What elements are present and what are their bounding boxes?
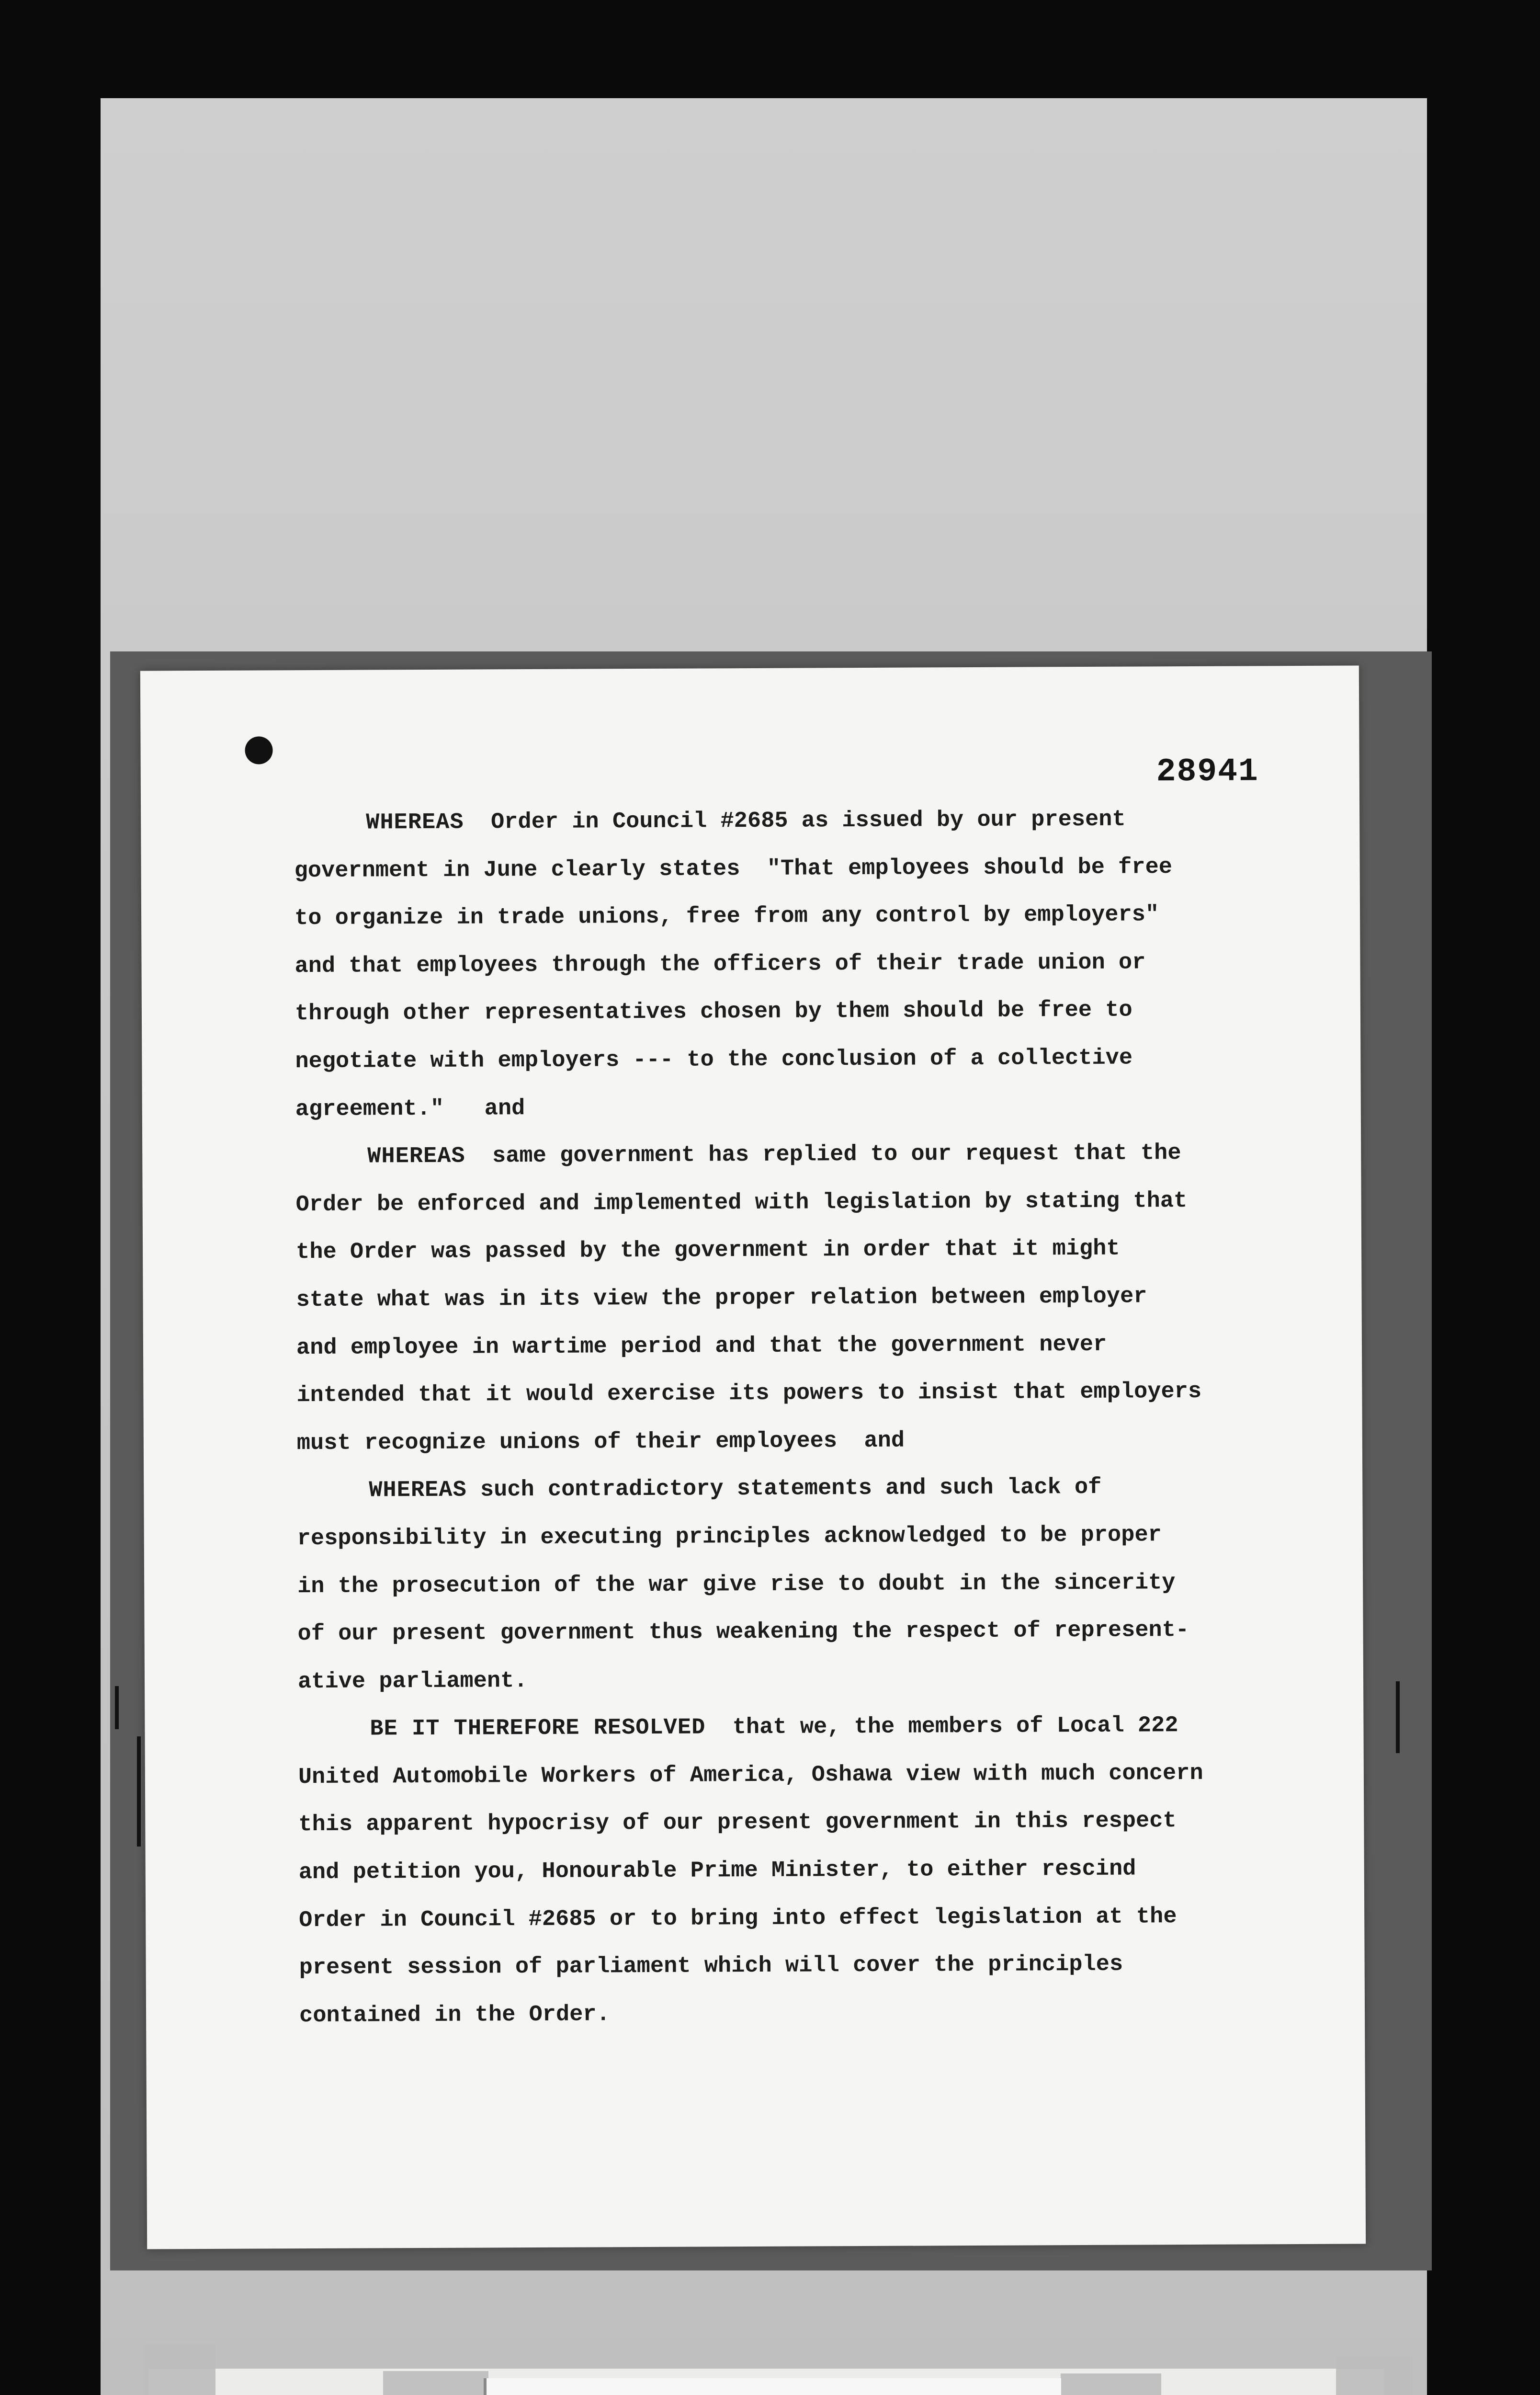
letter-line: of our present government thus weakening the respect of represent- [297,1618,1189,1647]
letter-line: Order in Council #2685 or to bring into effect legislation at the [299,1904,1177,1933]
tape-strip [1061,2373,1161,2395]
clause-keyword: WHEREAS [367,1143,465,1170]
letter-line [295,1129,1301,1181]
letter-line: intended that it would exercise its powers to insist that employers [296,1379,1202,1409]
letter-line [297,1463,1302,1515]
letter-line: present session of parliament which will cover the principles [299,1951,1123,1981]
film-mark [115,1686,119,1729]
letter-line: ative parliament. [297,1668,528,1695]
letter-line: state what was in its view the proper relation between employer [296,1284,1147,1313]
letter-line: and employee in wartime period and that the government never [296,1332,1107,1361]
letter-line: in the prosecution of the war give rise to doubt in the sincerity [297,1570,1176,1599]
letter-line: responsibility in executing principles acknowledged to be proper [297,1522,1162,1552]
letter-line: Order be enforced and implemented with legislation by stating that [295,1188,1188,1218]
letter-line: and that employees through the officers of their trade union or [294,950,1146,979]
document-number: 28941 [1156,753,1259,791]
letter-line: must recognize unions of their employees and [296,1428,905,1456]
letter-line: contained in the Order. [299,2002,610,2029]
tape-strip [1336,2357,1413,2395]
film-mark [137,1736,141,1847]
clause-keyword: WHEREAS [369,1477,467,1504]
letter-line: negotiate with employers --- to the conclusion of a collective [295,1045,1133,1075]
clause-text: such contradictory statements and such lack of [466,1475,1102,1503]
letter-line: to organize in trade unions, free from any control by employers" [294,902,1159,932]
collection-slip [484,2378,1061,2395]
letter-body [294,795,1305,2040]
tape-strip [144,2345,215,2395]
letter-line [294,795,1300,847]
clause-keyword: WHEREAS [366,810,464,836]
clause-keyword: BE IT THEREFORE RESOLVED [370,1715,706,1742]
letter-line: government in June clearly states "That employees should be free [294,854,1173,884]
punch-hole [245,736,272,764]
clause-text: that we, the members of Local 222 [705,1713,1178,1741]
clause-text: Order in Council #2685 as issued by our present [464,807,1126,835]
letter-line: the Order was passed by the government in order that it might [296,1236,1120,1266]
typed-letter-page [140,665,1366,2249]
film-mark [1396,1681,1400,1753]
tape-strip [383,2371,488,2395]
letter-line: United Automobile Workers of America, Oshawa view with much concern [298,1760,1203,1791]
letter-line: agreement." and [295,1095,525,1122]
letter-line [298,1701,1303,1754]
letter-line: this apparent hypocrisy of our present government in this respect [298,1808,1177,1838]
clause-text: same government has replied to our request that the [465,1140,1181,1169]
letter-line: and petition you, Honourable Prime Minister, to either rescind [298,1856,1136,1886]
letter-line: through other representatives chosen by them should be free to [294,997,1132,1027]
